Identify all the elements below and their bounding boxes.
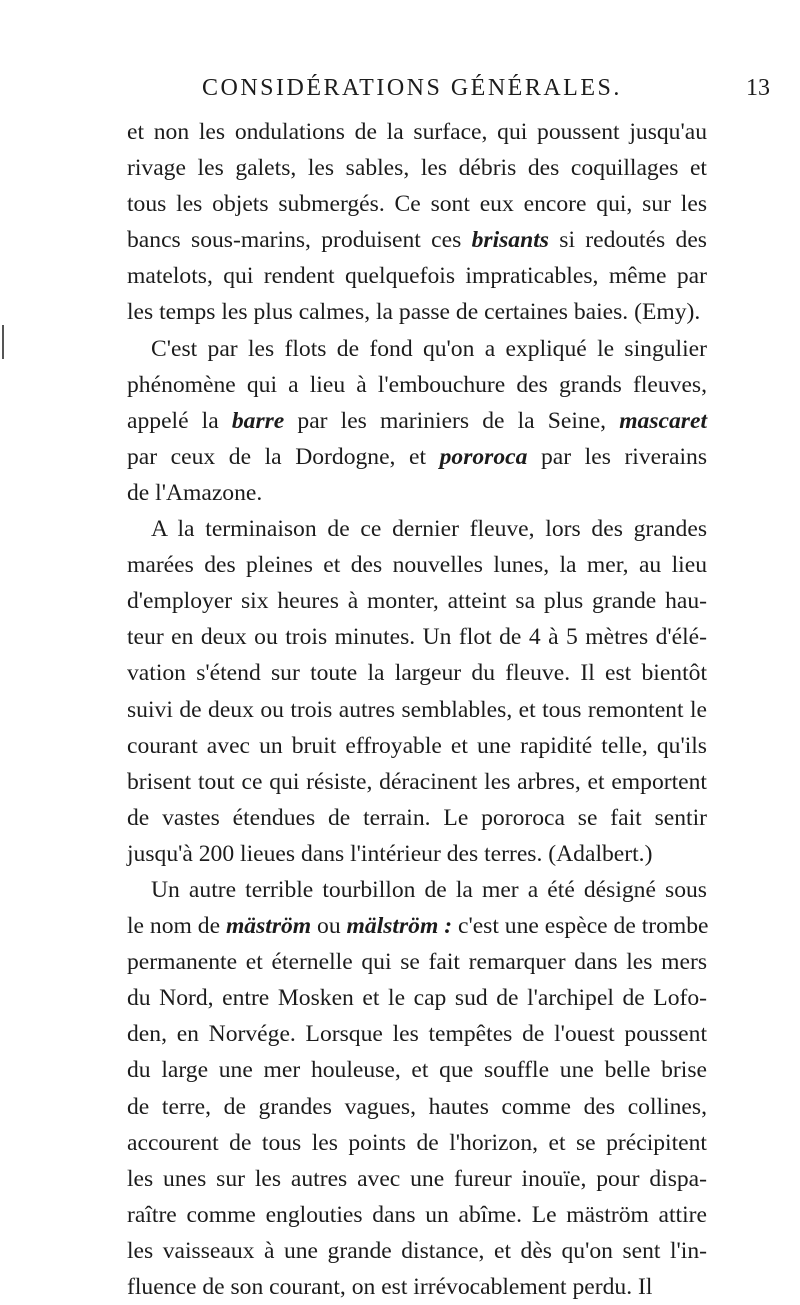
text-line [127,1197,707,1233]
text-line [127,511,707,547]
text-line [127,294,707,330]
text-segment: suivi de deux ou trois autres semblables, et tous remontent le [127,696,707,723]
emphasized-term: mäström [225,913,312,940]
text-line [127,1089,707,1125]
text-segment: si redoutés des [548,227,707,254]
text-line [127,1052,707,1088]
text-segment: raître comme englouties dans un abîme. Le mäström attire [127,1201,707,1228]
text-line [127,1016,707,1052]
text-segment: par les riverains [527,443,707,470]
text-line [127,692,707,728]
running-title: CONSIDÉRATIONS GÉNÉRALES. [202,75,622,101]
text-line [127,908,707,944]
text-line [127,222,707,258]
text-segment: den, en Norvége. Lorsque les tempêtes de l'ouest poussent [127,1021,707,1048]
text-segment: C'est par les flots de fond qu'on a expliqué le singulier [151,335,707,362]
body-text [127,114,707,1305]
text-segment: de l'Amazone. [127,479,263,506]
text-segment: tous les objets submergés. Ce sont eux encore qui, sur les [127,191,707,218]
text-segment: accourent de tous les points de l'horizon, et se précipitent [127,1129,707,1156]
emphasized-term: brisants [471,227,549,254]
text-line [127,836,707,872]
text-line [127,619,707,655]
text-line [127,114,707,150]
text-segment: A la terminaison de ce dernier fleuve, lors des grandes [151,516,707,543]
text-segment: c'est une espèce de trombe [452,913,709,940]
text-segment: phénomène qui a lieu à l'embouchure des grands fleuves, [127,371,707,398]
text-line [127,800,707,836]
text-segment: les unes sur les autres avec une fureur inouïe, pour dispa- [127,1165,707,1192]
emphasized-term: barre [231,407,285,434]
text-line [127,258,707,294]
text-segment: ou [311,913,347,940]
text-line [127,403,707,439]
text-segment: de vastes étendues de terrain. Le pororoca se fait sentir [127,804,707,831]
running-head [0,75,800,105]
text-segment: appelé la [127,407,232,434]
emphasized-term: mascaret [619,407,707,434]
text-segment: bancs sous-marins, produisent ces [127,227,472,254]
emphasized-term: pororoca [439,443,528,470]
text-line [127,980,707,1016]
text-segment: teur en deux ou trois minutes. Un flot de 4 à 5 mètres d'élé- [127,624,707,651]
text-segment: et non les ondulations de la surface, qui poussent jusqu'au [127,119,707,145]
text-line [127,331,707,367]
text-segment: par les mariniers de la Seine, [284,407,620,434]
text-line [127,367,707,403]
text-segment: du large une mer houleuse, et que souffle une belle brise [127,1057,707,1084]
text-segment: le nom de [127,913,226,940]
text-line [127,1269,707,1305]
text-segment: par ceux de la Dordogne, et [127,443,440,470]
text-segment: brisent tout ce qui résiste, déracinent les arbres, et emportent [127,768,707,795]
text-segment: les vaisseaux à une grande distance, et dès qu'on sent l'in- [127,1237,707,1264]
text-segment: de terre, de grandes vagues, hautes comme des collines, [127,1093,707,1120]
text-line [127,583,707,619]
text-line [127,1161,707,1197]
text-line [127,439,707,475]
text-line [127,944,707,980]
text-segment: jusqu'à 200 lieues dans l'intérieur des terres. (Adalbert.) [127,840,653,867]
text-segment: vation s'étend sur toute la largeur du fleuve. Il est bientôt [127,660,707,687]
text-line [127,547,707,583]
text-segment: fluence de son courant, on est irrévocablement perdu. Il [127,1274,653,1300]
text-segment: les temps les plus calmes, la passe de certaines baies. (Emy). [127,299,701,326]
text-segment: courant avec un bruit effroyable et une rapidité telle, qu'ils [127,732,707,759]
text-segment: d'employer six heures à monter, atteint sa plus grande hau- [127,588,707,615]
text-segment: permanente et éternelle qui se fait remarquer dans les mers [127,949,707,976]
text-line [127,186,707,222]
text-line [127,475,707,511]
text-line [127,764,707,800]
text-segment: marées des pleines et des nouvelles lunes, la mer, au lieu [127,552,707,579]
text-line [127,150,707,186]
text-line [127,1125,707,1161]
text-segment: rivage les galets, les sables, les débris des coquillages et [127,155,707,182]
text-segment: Un autre terrible tourbillon de la mer a été désigné sous [151,876,707,903]
text-segment: du Nord, entre Mosken et le cap sud de l'archipel de Lofo- [127,985,707,1012]
page-number: 13 [746,75,770,101]
text-line [127,728,707,764]
text-segment: matelots, qui rendent quelquefois impraticables, même par [127,263,707,290]
text-line [127,872,707,908]
text-line [127,1233,707,1269]
emphasized-term: mälström : [346,913,453,940]
text-line [127,655,707,691]
margin-mark [2,325,4,359]
